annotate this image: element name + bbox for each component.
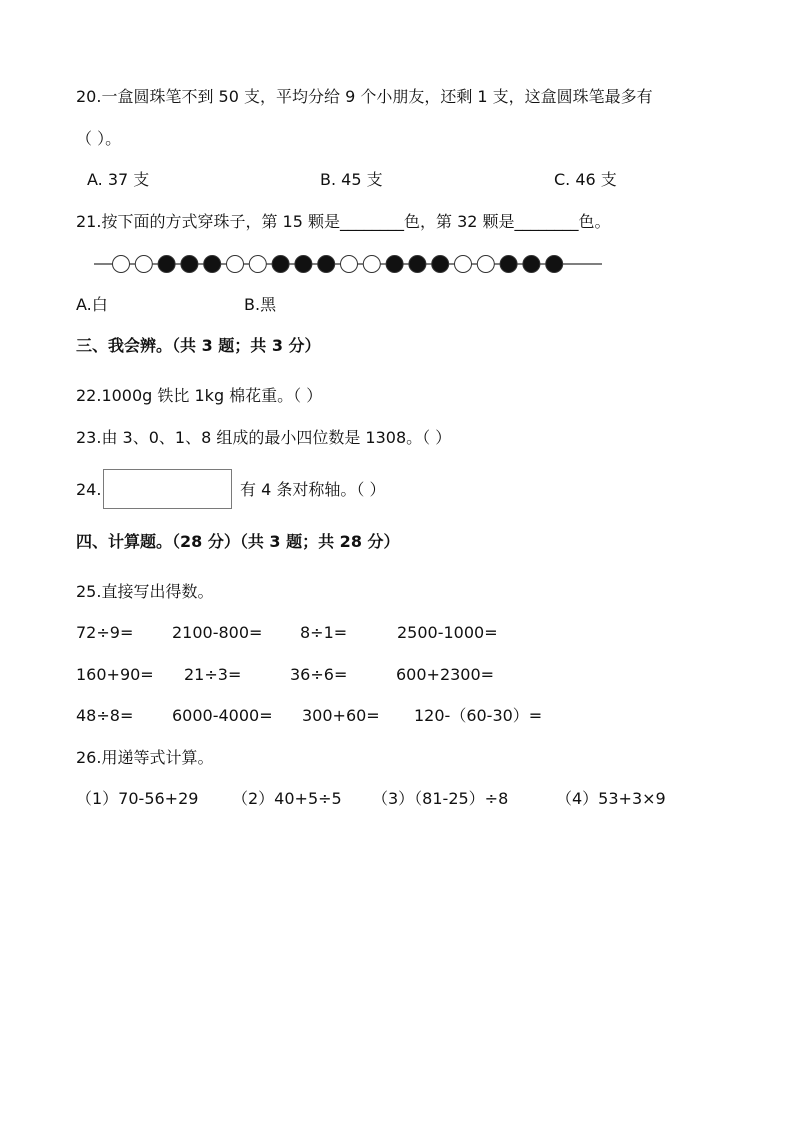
- q25-title: 25.直接写出得数。: [76, 582, 214, 601]
- white-bead: [455, 256, 472, 273]
- white-bead: [341, 256, 358, 273]
- black-bead: [181, 256, 198, 273]
- black-bead: [432, 256, 449, 273]
- white-bead: [135, 256, 152, 273]
- q23-text: 23.由 3、0、1、8 组成的最小四位数是 1308。（ ）: [76, 428, 452, 447]
- black-bead: [409, 256, 426, 273]
- q26-title: 26.用递等式计算。: [76, 748, 214, 767]
- q21-text: 21.按下面的方式穿珠子，第 15 颗是________色，第 32 颗是________色。: [76, 212, 611, 231]
- white-bead: [477, 256, 494, 273]
- calc-item: 300+60=: [302, 706, 380, 725]
- black-bead: [386, 256, 403, 273]
- calc-item: 36÷6=: [290, 665, 348, 684]
- q22-text: 22.1000g 铁比 1kg 棉花重。（ ）: [76, 386, 323, 405]
- q26-item-4: （4）53+3×9: [556, 789, 666, 808]
- calc-item: 600+2300=: [396, 665, 495, 684]
- calc-item: 48÷8=: [76, 706, 134, 725]
- calc-item: 2100-800=: [172, 623, 263, 642]
- black-bead: [318, 256, 335, 273]
- q20-option-b: B. 45 支: [320, 170, 383, 189]
- q20-option-c: C. 46 支: [554, 170, 617, 189]
- black-bead: [204, 256, 221, 273]
- black-bead: [546, 256, 563, 273]
- black-bead: [295, 256, 312, 273]
- q20-option-a: A. 37 支: [87, 170, 150, 189]
- section-3-title: 三、我会辨。（共 3 题；共 3 分）: [76, 336, 321, 355]
- white-bead: [227, 256, 244, 273]
- black-bead: [523, 256, 540, 273]
- section-4-title: 四、计算题。（28 分）（共 3 题；共 28 分）: [76, 532, 400, 551]
- calc-item: 120-（60-30）=: [414, 706, 543, 725]
- q20-line2: （ ）。: [76, 129, 122, 148]
- calc-item: 6000-4000=: [172, 706, 273, 725]
- q26-item-2: （2）40+5÷5: [232, 789, 342, 808]
- q24-prefix: 24.: [76, 480, 102, 499]
- white-bead: [363, 256, 380, 273]
- white-bead: [113, 256, 130, 273]
- q20-line1: 20.一盒圆珠笔不到 50 支，平均分给 9 个小朋友，还剩 1 支，这盒圆珠笔最多有: [76, 87, 653, 106]
- calc-item: 21÷3=: [184, 665, 242, 684]
- black-bead: [500, 256, 517, 273]
- q21-option-b: B.黑: [244, 295, 277, 314]
- q26-item-1: （1）70-56+29: [76, 789, 199, 808]
- calc-item: 8÷1=: [300, 623, 348, 642]
- white-bead: [249, 256, 266, 273]
- black-bead: [158, 256, 175, 273]
- bead-string-figure: [94, 252, 604, 276]
- q24-suffix: 有 4 条对称轴。（ ）: [240, 480, 386, 499]
- calc-item: 2500-1000=: [397, 623, 498, 642]
- q26-item-3: （3）（81-25）÷8: [372, 789, 509, 808]
- calc-item: 72÷9=: [76, 623, 134, 642]
- black-bead: [272, 256, 289, 273]
- q24-rectangle-figure: [103, 469, 232, 509]
- q21-option-a: A.白: [76, 295, 108, 314]
- calc-item: 160+90=: [76, 665, 154, 684]
